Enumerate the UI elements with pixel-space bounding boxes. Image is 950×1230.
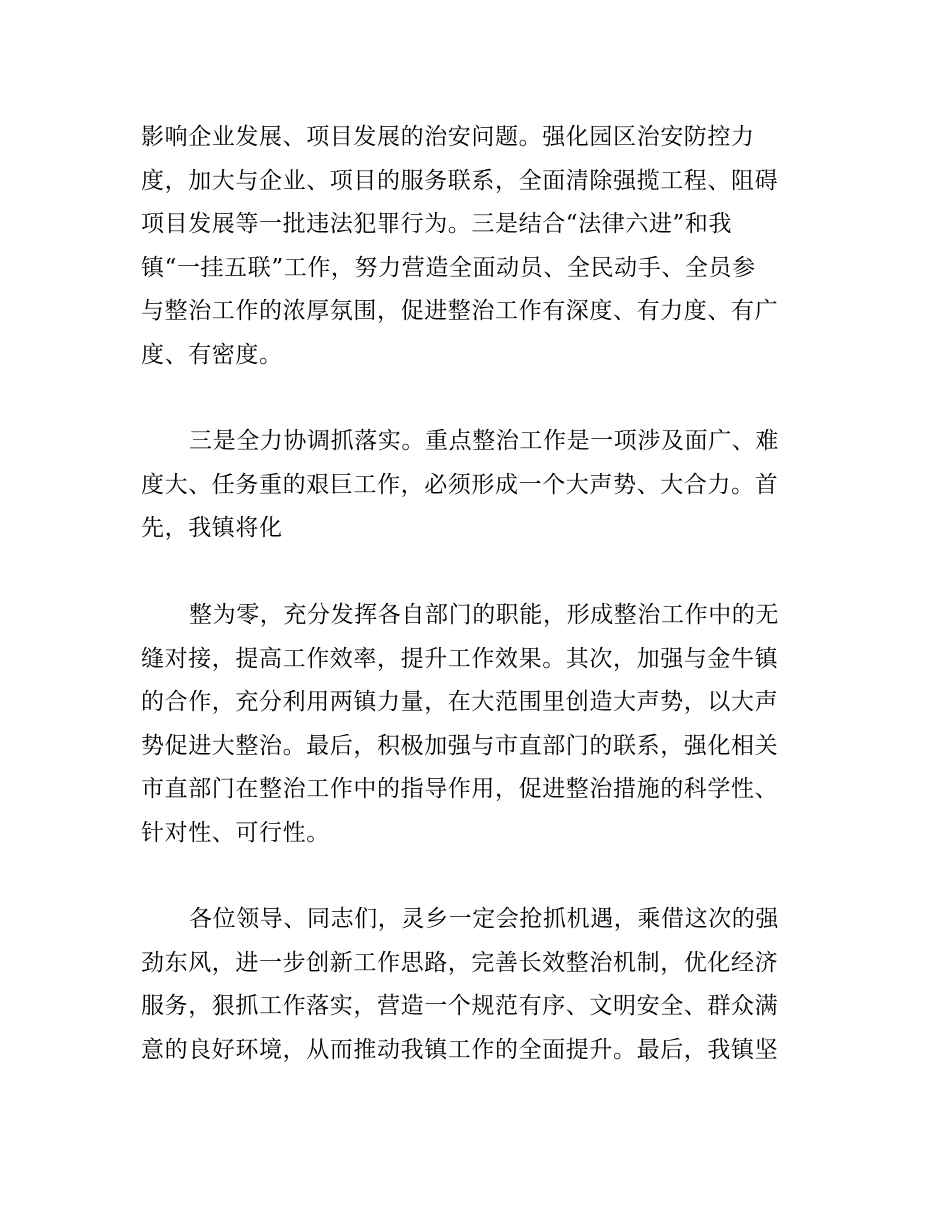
text-line: 针对性、可行性。 bbox=[141, 819, 330, 846]
text-line: 先，我镇将化 bbox=[141, 515, 283, 541]
text-line: 与整治工作的浓厚氛围，促进整治工作有深度、有力度、有广 bbox=[141, 298, 779, 324]
text-line: 服务，狠抓工作落实，营造一个规范有序、文明安全、群众满 bbox=[141, 993, 779, 1019]
text-line: 度，加大与企业、项目的服务联系，全面清除强揽工程、阻碍 bbox=[141, 167, 779, 194]
text-line: 三是全力协调抓落实。重点整治工作是一项涉及面广、难 bbox=[189, 428, 779, 454]
text-line: 势促进大整治。最后，积极加强与市直部门的联系，强化相关 bbox=[141, 732, 779, 759]
text-line: 意的良好环境，从而推动我镇工作的全面提升。最后，我镇坚 bbox=[141, 1036, 779, 1063]
text-line: 的合作，充分利用两镇力量，在大范围里创造大声势，以大声 bbox=[141, 689, 779, 715]
text-line: 项目发展等一批违法犯罪行为。三是结合“法律六进”和我 bbox=[141, 211, 733, 237]
text-line: 镇“一挂五联”工作，努力营造全面动员、全民动手、全员参 bbox=[141, 254, 756, 281]
text-line: 度、有密度。 bbox=[141, 341, 283, 368]
text-line: 影响企业发展、项目发展的治安问题。强化园区治安防控力 bbox=[141, 124, 755, 150]
text-line: 劲东风，进一步创新工作思路，完善长效整治机制，优化经济 bbox=[141, 949, 779, 976]
paragraph-1 bbox=[141, 116, 813, 377]
text-line: 市直部门在整治工作中的指导作用，促进整治措施的科学性、 bbox=[141, 776, 779, 802]
paragraph-2 bbox=[141, 420, 813, 551]
text-line: 各位领导、同志们，灵乡一定会抢抓机遇，乘借这次的强 bbox=[189, 906, 779, 932]
text-line: 缝对接，提高工作效率，提升工作效果。其次，加强与金牛镇 bbox=[141, 645, 779, 672]
text-line: 整为零，充分发挥各自部门的职能，形成整治工作中的无 bbox=[189, 602, 779, 628]
paragraph-3 bbox=[141, 594, 813, 855]
text-line: 度大、任务重的艰巨工作，必须形成一个大声势、大合力。首 bbox=[141, 471, 779, 498]
paragraph-4 bbox=[141, 898, 813, 1072]
